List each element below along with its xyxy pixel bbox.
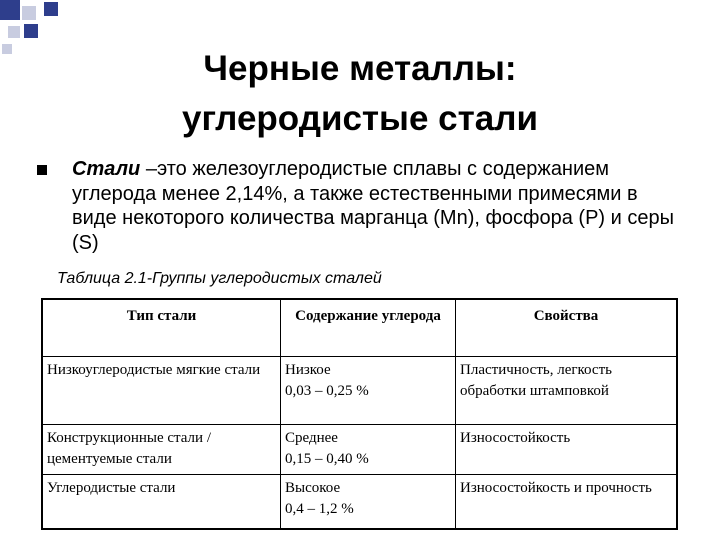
steel-groups-table bbox=[41, 298, 678, 530]
cell-carbon-content: Низкое 0,03 – 0,25 % bbox=[281, 357, 456, 425]
cell-steel-type: Конструкционные стали / цементуемые стали bbox=[42, 425, 281, 475]
table-header-row bbox=[42, 299, 677, 357]
cell-properties: Пластичность, легкость обработки штамповкой bbox=[456, 357, 678, 425]
cell-properties: Износостойкость bbox=[456, 425, 678, 475]
header-properties: Свойства bbox=[456, 299, 678, 357]
title-line-1: Черные металлы: bbox=[203, 49, 517, 88]
header-steel-type: Тип стали bbox=[42, 299, 281, 357]
corner-square-6 bbox=[2, 44, 12, 54]
table-row bbox=[42, 475, 677, 529]
bullet-definition: –это железоуглеродистые сплавы с содержанием углерода менее 2,14%, а также естественными примесями в виде некоторого количества марганца (Mn), фосфора (P) и серы (S) bbox=[72, 158, 674, 254]
slide-title bbox=[100, 44, 620, 144]
cell-steel-type: Низкоуглеродистые мягкие стали bbox=[42, 357, 281, 425]
cell-carbon-content: Среднее 0,15 – 0,40 % bbox=[281, 425, 456, 475]
corner-square-2 bbox=[22, 6, 36, 20]
cell-properties: Износостойкость и прочность bbox=[456, 475, 678, 529]
corner-square-4 bbox=[8, 26, 20, 38]
table-row bbox=[42, 425, 677, 475]
cell-steel-type: Углеродистые стали bbox=[42, 475, 281, 529]
table-caption: Таблица 2.1-Группы углеродистых сталей bbox=[57, 270, 382, 287]
corner-square-3 bbox=[44, 2, 58, 16]
corner-square-5 bbox=[24, 24, 38, 38]
title-line-2: углеродистые стали bbox=[182, 99, 538, 138]
bullet-paragraph bbox=[72, 157, 682, 255]
header-carbon-content: Содержание углерода bbox=[281, 299, 456, 357]
corner-square-1 bbox=[0, 0, 20, 20]
cell-carbon-content: Высокое 0,4 – 1,2 % bbox=[281, 475, 456, 529]
bullet-square-icon bbox=[37, 165, 47, 175]
bullet-term: Стали bbox=[72, 158, 141, 180]
table-row bbox=[42, 357, 677, 425]
